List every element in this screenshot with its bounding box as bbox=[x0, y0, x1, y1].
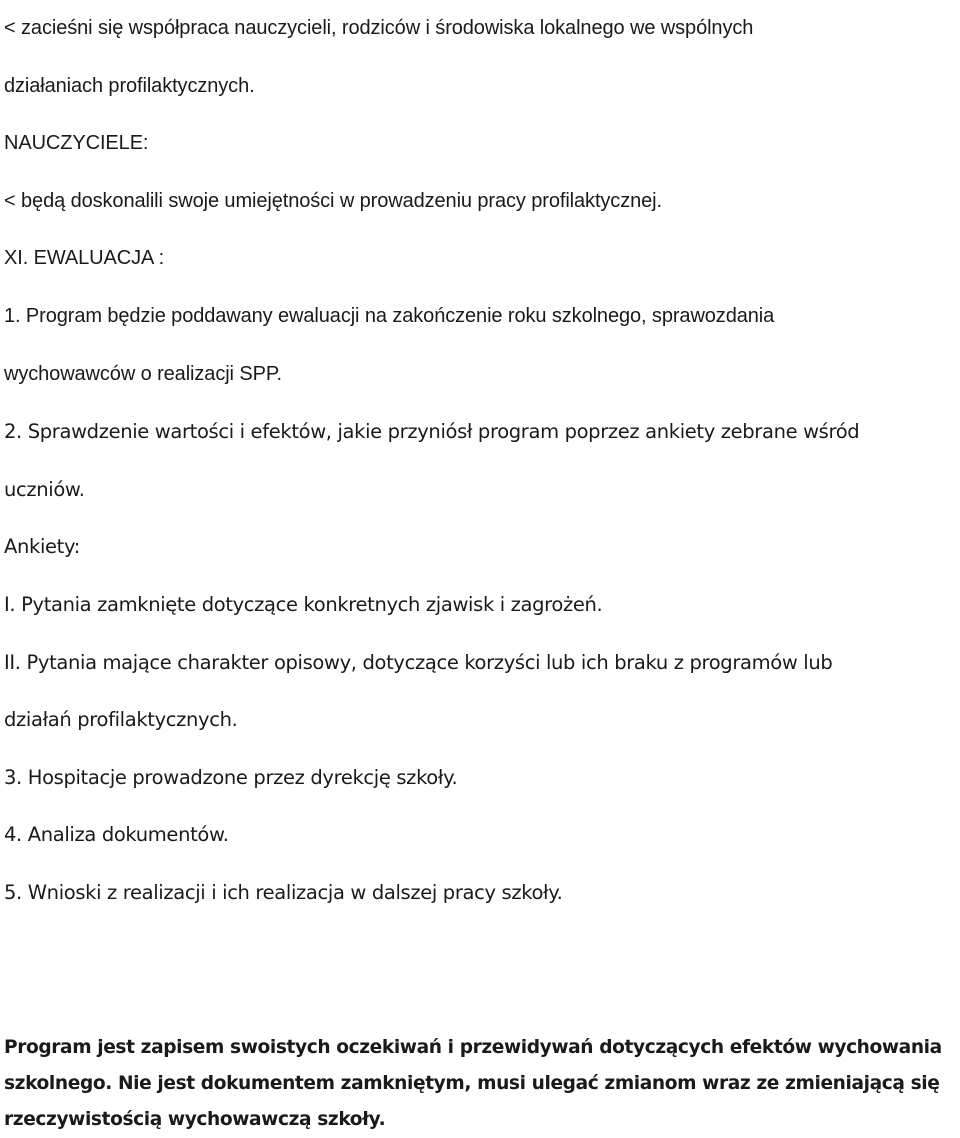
list-item: 1. Program będzie poddawany ewaluacji na zakończenie roku szkolnego, sprawozdania bbox=[4, 304, 775, 327]
section-heading: NAUCZYCIELE: bbox=[4, 132, 149, 155]
text-line: uczniów. bbox=[4, 477, 85, 501]
closing-line: rzeczywistością wychowawczą szkoły. bbox=[4, 1109, 386, 1130]
section-heading: XI. EWALUACJA : bbox=[4, 247, 165, 270]
closing-line: szkolnego. Nie jest dokumentem zamkniętym, musi ulegać zmianom wraz ze zmieniającą się bbox=[4, 1073, 940, 1094]
text-line: działaniach profilaktycznych. bbox=[4, 74, 255, 97]
list-item: 5. Wnioski z realizacji i ich realizacja w dalszej pracy szkoły. bbox=[4, 880, 563, 904]
text-line: < zacieśni się współpraca nauczycieli, rodziców i środowiska lokalnego we wspólnych bbox=[4, 17, 754, 39]
text-line: wychowawców o realizacji SPP. bbox=[4, 362, 282, 385]
list-item: 3. Hospitacje prowadzone przez dyrekcję szkoły. bbox=[4, 765, 458, 789]
list-item: II. Pytania mające charakter opisowy, dotyczące korzyści lub ich braku z programów lub bbox=[4, 650, 833, 674]
text-line: < będą doskonalili swoje umiejętności w prowadzeniu pracy profilaktycznej. bbox=[4, 189, 662, 212]
closing-statement bbox=[4, 1030, 960, 1138]
closing-line: Program jest zapisem swoistych oczekiwań i przewidywań dotyczących efektów wychowania bbox=[4, 1037, 942, 1058]
list-item: I. Pytania zamknięte dotyczące konkretnych zjawisk i zagrożeń. bbox=[4, 592, 603, 616]
list-item: 2. Sprawdzenie wartości i efektów, jakie przyniósł program poprzez ankiety zebrane wśród bbox=[4, 420, 860, 444]
text-line: działań profilaktycznych. bbox=[4, 708, 238, 732]
subheading: Ankiety: bbox=[4, 535, 80, 559]
list-item: 4. Analiza dokumentów. bbox=[4, 823, 229, 847]
document-body bbox=[4, 0, 960, 922]
